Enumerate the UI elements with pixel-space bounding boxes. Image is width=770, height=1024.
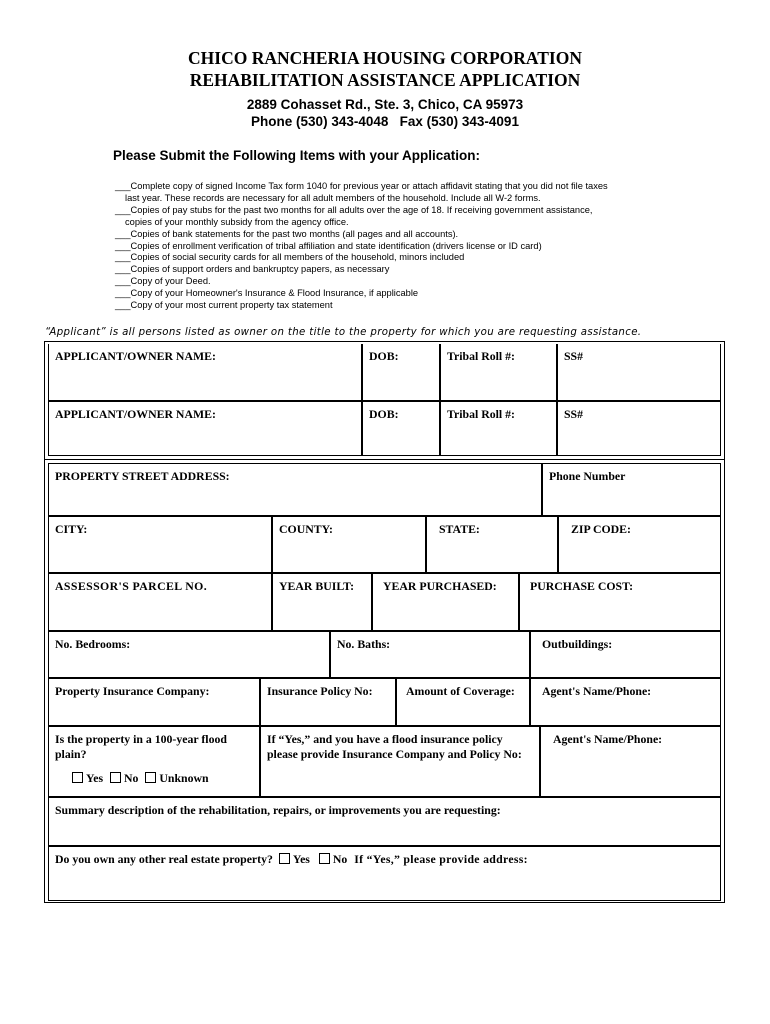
document-checklist	[115, 181, 675, 312]
organization-name: CHICO RANCHERIA HOUSING CORPORATION	[188, 48, 582, 68]
outbuildings-field[interactable]	[530, 631, 721, 678]
assessor-parcel-label: ASSESSOR'S PARCEL NO.	[55, 579, 208, 593]
bedrooms-label: No. Bedrooms:	[55, 637, 131, 651]
county-field[interactable]	[272, 516, 426, 573]
city-field[interactable]	[48, 516, 272, 573]
flood-no-checkbox[interactable]	[110, 772, 121, 783]
checklist-item: ___Copies of support orders and bankruptcy papers, as necessary	[115, 264, 390, 275]
zip-code-field[interactable]	[558, 516, 721, 573]
flood-plain-question: Is the property in a 100-year flood plain?	[55, 732, 227, 761]
baths-label: No. Baths:	[337, 637, 391, 651]
applicant1-dob-field[interactable]	[362, 344, 440, 401]
checklist-item-continued: copies of your monthly subsidy from the agency office.	[125, 216, 349, 227]
state-field[interactable]	[426, 516, 558, 573]
applicant2-name-field[interactable]	[48, 401, 362, 456]
coverage-amount-label: Amount of Coverage:	[406, 684, 515, 698]
coverage-amount-field[interactable]	[396, 678, 530, 726]
property-phone-field[interactable]	[542, 463, 721, 516]
checklist-item: ___Copies of enrollment verification of tribal affiliation and state identification (drivers license or ID card)	[115, 240, 542, 251]
applicant1-tribal-label: Tribal Roll #:	[447, 349, 515, 363]
checklist-item-continued: last year. These records are necessary for all adult members of the household. Include all W-2 forms.	[125, 192, 541, 203]
other-property-cell	[48, 846, 721, 901]
other-property-question: Do you own any other real estate property?	[55, 852, 273, 866]
checklist-item: ___Copies of bank statements for the past two months (all pages and all accounts).	[115, 228, 459, 239]
applicant1-name-label: APPLICANT/OWNER NAME:	[55, 349, 216, 363]
property-street-label: PROPERTY STREET ADDRESS:	[55, 469, 230, 483]
flood-yes-label: Yes	[86, 771, 104, 785]
county-label: COUNTY:	[279, 522, 333, 536]
other-property-yes-label: Yes	[292, 852, 310, 866]
agent-name-phone-label: Agent's Name/Phone:	[542, 684, 652, 698]
checklist-item: ___Copy of your most current property tax statement	[115, 300, 333, 311]
checklist-item: ___Copies of pay stubs for the past two months for all adults over the age of 18. If receiving government assistance,	[115, 204, 593, 215]
section-divider	[44, 459, 725, 460]
form-title: REHABILITATION ASSISTANCE APPLICATION	[189, 70, 581, 90]
insurance-policy-label: Insurance Policy No:	[267, 684, 373, 698]
checklist-heading: Please Submit the Following Items with your Application:	[113, 148, 481, 163]
applicant1-tribal-roll-field[interactable]	[440, 344, 557, 401]
applicant1-ss-label: SS#	[564, 349, 584, 363]
rehab-summary-label: Summary description of the rehabilitation, repairs, or improvements you are requesting:	[55, 803, 501, 817]
city-label: CITY:	[55, 522, 88, 536]
zip-code-label: ZIP CODE:	[571, 522, 631, 536]
flood-unknown-checkbox[interactable]	[145, 772, 156, 783]
applicant2-dob-field[interactable]	[362, 401, 440, 456]
applicant1-ss-field[interactable]	[557, 344, 721, 401]
other-property-no-label: No	[332, 852, 348, 866]
applicant2-name-label: APPLICANT/OWNER NAME:	[55, 407, 216, 421]
outbuildings-label: Outbuildings:	[542, 637, 613, 651]
applicant2-dob-label: DOB:	[369, 407, 399, 421]
checklist-item: ___Copy of your Homeowner's Insurance & Flood Insurance, if applicable	[115, 288, 419, 299]
office-address: 2889 Cohasset Rd., Ste. 3, Chico, CA 95973	[246, 97, 524, 112]
checklist-item: ___Complete copy of signed Income Tax form 1040 for previous year or attach affidavit stating that you did not file taxes	[115, 181, 608, 191]
property-street-field[interactable]	[48, 463, 542, 516]
year-built-field[interactable]	[272, 573, 372, 631]
applicant2-tribal-roll-field[interactable]	[440, 401, 557, 456]
assessor-parcel-field[interactable]	[48, 573, 272, 631]
agent-name-phone-field[interactable]	[530, 678, 721, 726]
flood-unknown-label: Unknown	[159, 771, 209, 785]
purchase-cost-label: PURCHASE COST:	[530, 579, 634, 593]
flood-yes-checkbox[interactable]	[72, 772, 83, 783]
applicant1-name-field[interactable]	[48, 344, 362, 401]
applicant2-ss-label: SS#	[564, 407, 584, 421]
baths-field[interactable]	[330, 631, 530, 678]
bedrooms-field[interactable]	[48, 631, 330, 678]
rehab-summary-field[interactable]	[48, 797, 721, 846]
year-purchased-field[interactable]	[372, 573, 519, 631]
flood-insurance-label: If “Yes,” and you have a flood insurance policy please provide Insurance Company and Policy No:	[267, 732, 522, 761]
applicant2-ss-field[interactable]	[557, 401, 721, 456]
flood-plain-options	[55, 771, 253, 786]
applicant2-tribal-label: Tribal Roll #:	[447, 407, 515, 421]
insurance-company-label: Property Insurance Company:	[55, 684, 210, 698]
other-property-yes-checkbox[interactable]	[279, 853, 290, 864]
flood-agent-field[interactable]	[540, 726, 721, 797]
applicant1-dob-label: DOB:	[369, 349, 399, 363]
year-built-label: YEAR BUILT:	[279, 579, 355, 593]
office-phone-fax: Phone (530) 343-4048 Fax (530) 343-4091	[251, 114, 519, 129]
state-label: STATE:	[439, 522, 480, 536]
flood-insurance-field[interactable]	[260, 726, 540, 797]
applicant-definition-note: “Applicant” is all persons listed as owner on the title to the property for which you are requesting assistance.	[45, 327, 642, 338]
insurance-policy-field[interactable]	[260, 678, 396, 726]
year-purchased-label: YEAR PURCHASED:	[383, 579, 497, 593]
checklist-item: ___Copy of your Deed.	[115, 276, 211, 287]
flood-agent-label: Agent's Name/Phone:	[553, 732, 663, 746]
property-phone-label: Phone Number	[549, 469, 626, 483]
checklist-item: ___Copies of social security cards for all members of the household, minors included	[115, 252, 465, 263]
flood-no-label: No	[124, 771, 139, 785]
other-property-no-checkbox[interactable]	[319, 853, 330, 864]
flood-plain-question-cell	[48, 726, 260, 797]
other-property-address-prompt: If “Yes,” please provide address:	[354, 852, 528, 866]
insurance-company-field[interactable]	[48, 678, 260, 726]
purchase-cost-field[interactable]	[519, 573, 721, 631]
